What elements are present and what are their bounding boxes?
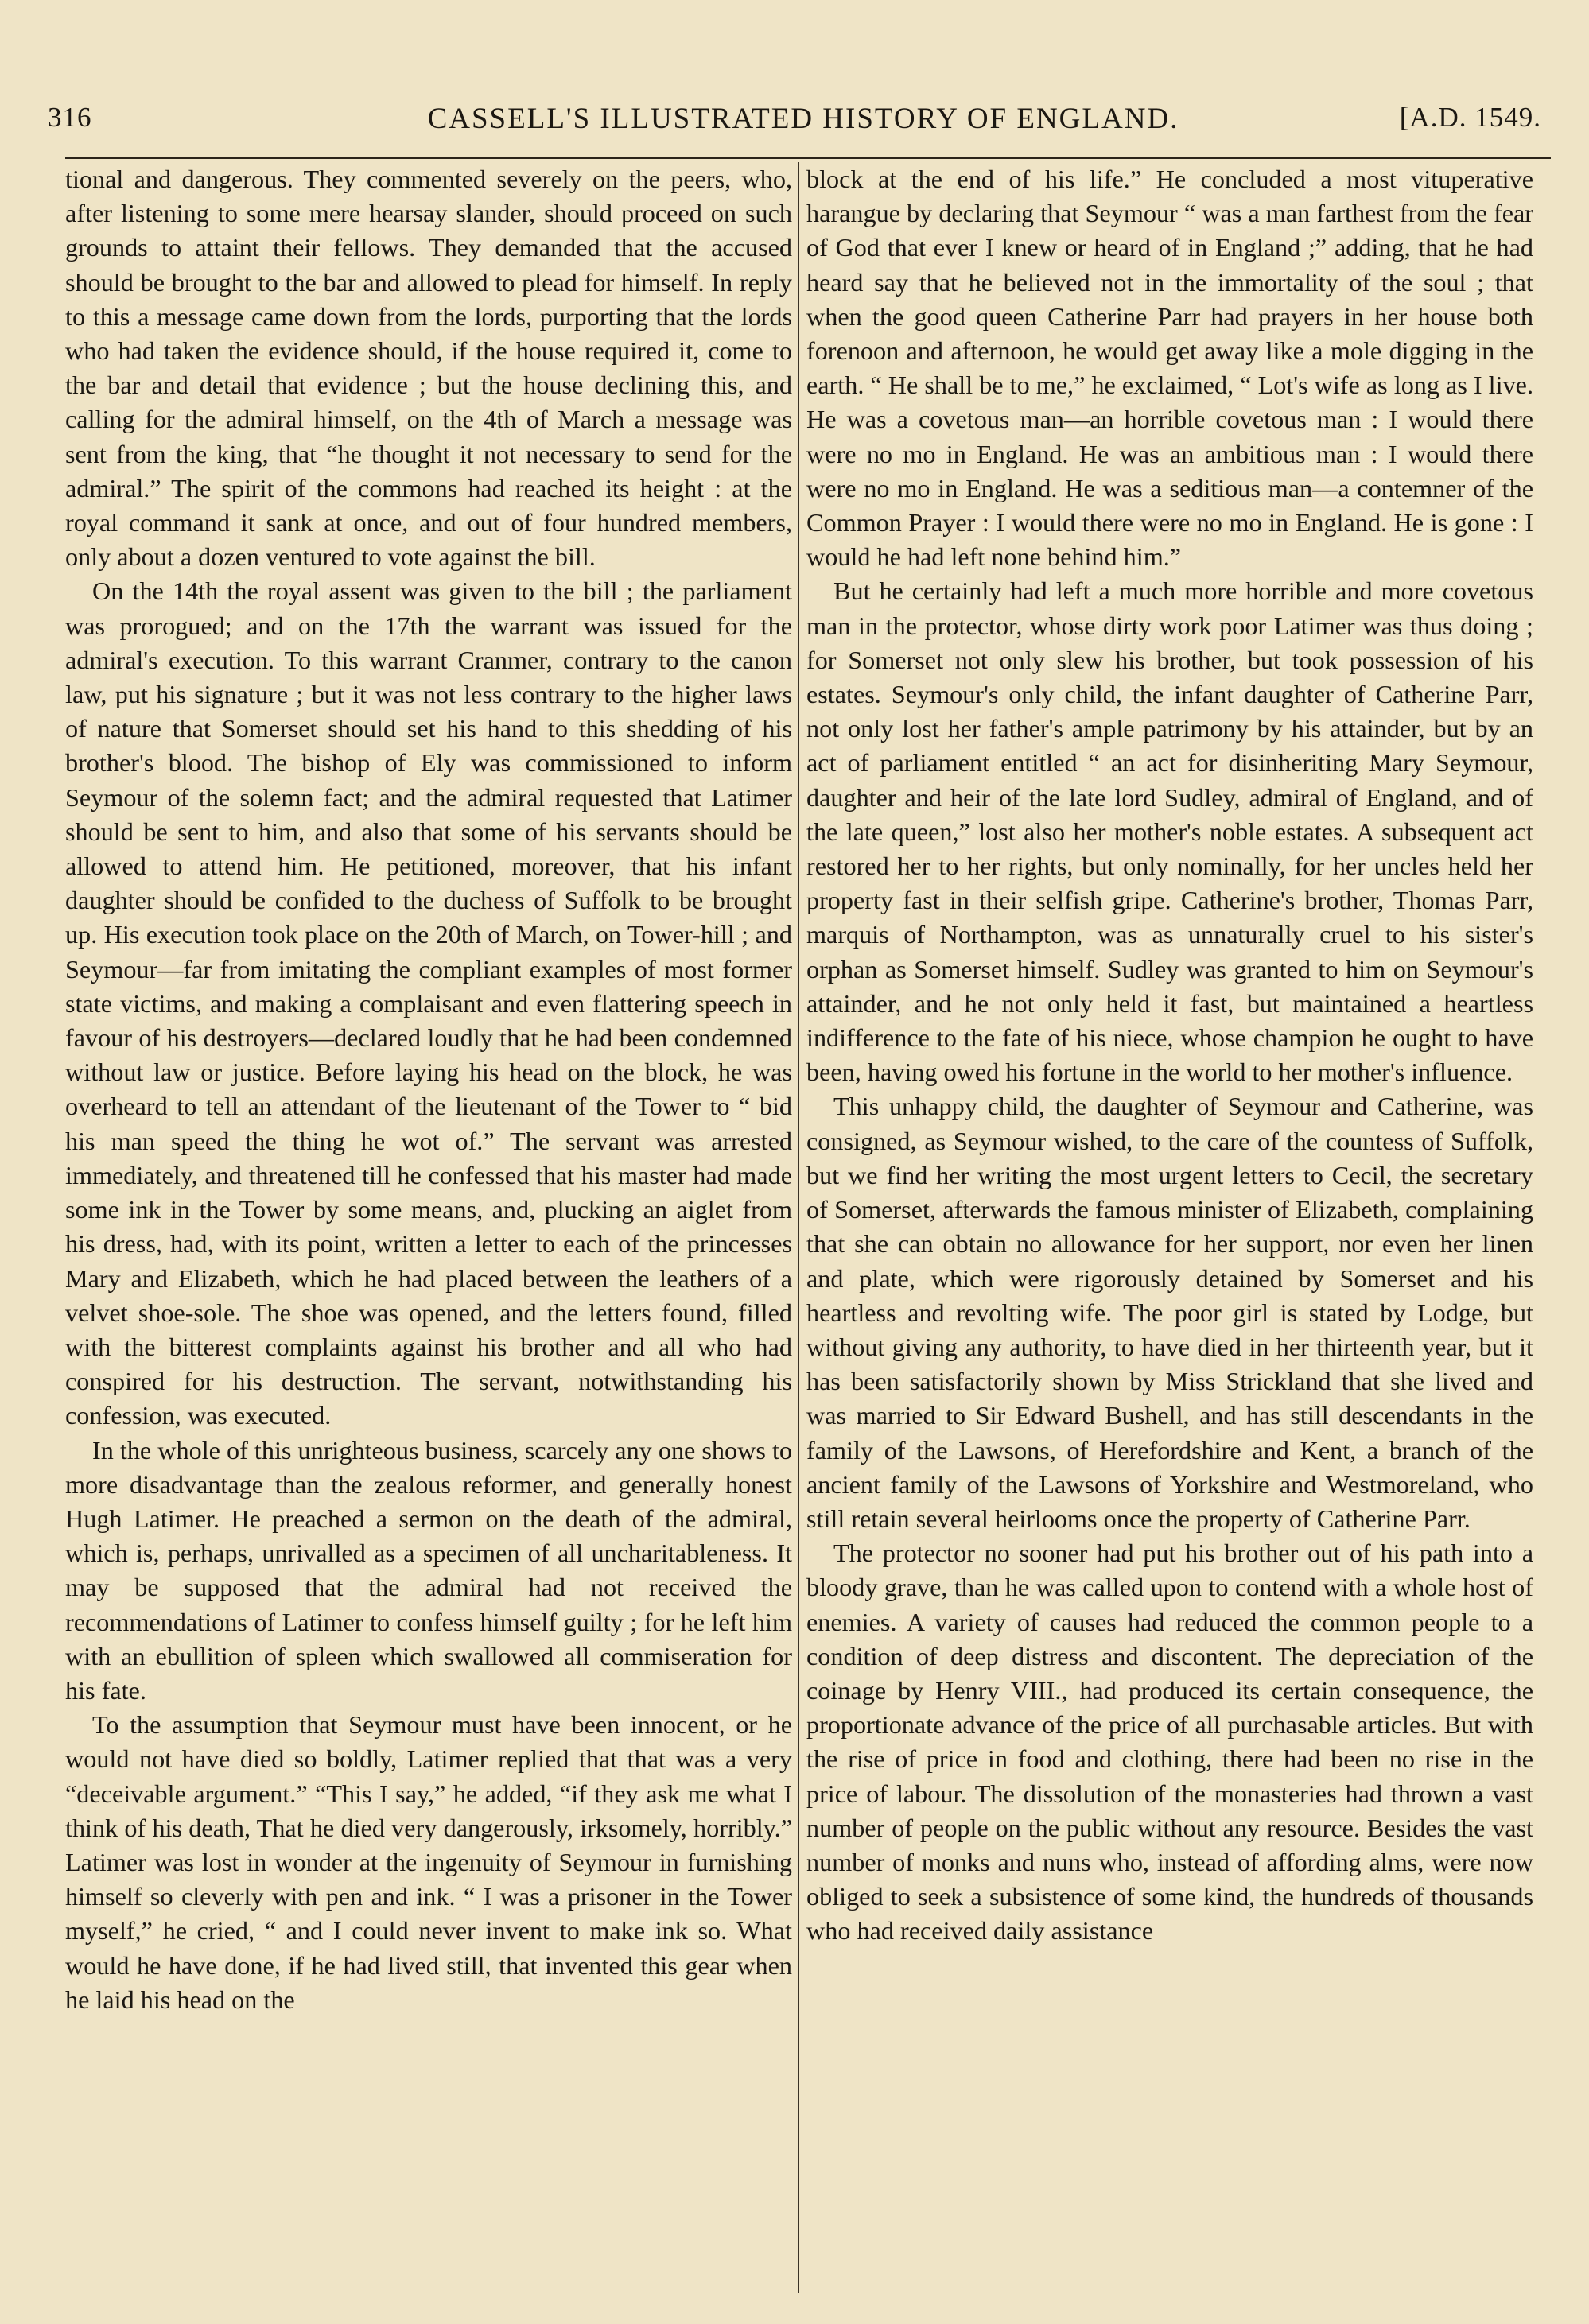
paragraph: The protector no sooner had put his brother out of his path into a bloody grave, than he was called upon to contend with a whole host of enemies. A variety of causes had reduced the common people to a condition of deep distress and discontent. The depreciation of the coinage by Henry VIII., had produced its certain consequence, the proportionate advance of the price of all purchasable articles. But with the rise of price in food and clothing, there had been no rise in the price of labour. The dissolution of the monasteries had thrown a vast number of people on the public without any resource. Besides the vast number of monks and nuns who, instead of affording alms, were now obliged to seek a subsistence of some kind, the hundreds of thousands who had received daily assistance — [806, 1538, 1533, 1946]
right-column — [806, 162, 1533, 2301]
header-rule — [65, 157, 1551, 159]
paragraph: tional and dangerous. They commented severely on the peers, who, after listening to some mere hearsay slander, should proceed on such grounds to attaint their fellows. They demanded that the accused should be brought to the bar and allowed to plead for himself. In reply to this a message came down from the lords, purporting that the lords who had taken the evidence should, if the house required it, come to the bar and detail that evidence ; but the house declining this, and calling for the admiral himself, on the 4th of March a message was sent from the king, that “he thought it not necessary to send for the admiral.” The spirit of the commons had reached its height : at the royal command it sank at once, and out of four hundred members, only about a dozen ventured to vote against the bill. — [65, 165, 792, 572]
paragraph: In the whole of this unrighteous business, scarcely any one shows to more disadvantage than the zealous reformer, and generally honest Hugh Latimer. He preached a sermon on the death of the admiral, which is, perhaps, unrivalled as a specimen of all uncharitableness. It may be supposed that the admiral had not received the recommendations of Latimer to confess himself guilty ; for he left him with an ebullition of spleen which swallowed all commiseration for his fate. — [65, 1435, 792, 1705]
left-column — [65, 162, 792, 2301]
date-marker: [A.D. 1549. — [1399, 102, 1541, 133]
paragraph: This unhappy child, the daughter of Seymour and Catherine, was consigned, as Seymour wished, to the care of the countess of Suffolk, but we find her writing the most urgent letters to Cecil, the secretary of Somerset, afterwards the famous minister of Elizabeth, complaining that she can obtain no allowance for her support, nor even her linen and plate, which were rigorously detained by Somerset and his heartless and revolting wife. The poor girl is stated by Lodge, but without giving any authority, to have died in her thirteenth year, but it has been satisfactorily shown by Miss Strickland that she lived and was married to Sir Edward Bushell, and has still descendants in the family of the Lawsons, of Herefordshire and Kent, a branch of the ancient family of the Lawsons of Yorkshire and Westmoreland, who still retain several heirlooms once the property of Catherine Parr. — [806, 1092, 1533, 1533]
page-number: 316 — [48, 102, 92, 133]
column-divider — [798, 162, 799, 2293]
running-header — [0, 102, 1589, 142]
paragraph: But he certainly had left a much more horrible and more covetous man in the protector, whose dirty work poor Latimer was thus doing ; for Somerset not only slew his brother, but took possession of his estates. Seymour's only child, the infant daughter of Catherine Parr, not only lost her father's ample patrimony by his attainder, but by an act of parliament entitled “ an act for disinheriting Mary Seymour, daughter and heir of the late lord Sudley, admiral of England, and of the late queen,” lost also her mother's noble estates. A subsequent act restored her to her rights, but only nominally, for her uncles held her property fast in their selfish gripe. Catherine's brother, Thomas Parr, marquis of Northampton, was as unnaturally cruel to his sister's orphan as Somerset himself. Sudley was granted to him on Seymour's attainder, and he not only held it fast, but maintained a heartless indifference to the fate of his niece, whose champion he ought to have been, having owed his fortune in the world to her mother's influence. — [806, 576, 1533, 1087]
paragraph: On the 14th the royal assent was given to the bill ; the parliament was prorogued; and on the 17th the warrant was issued for the admiral's execution. To this warrant Cranmer, contrary to the canon law, put his signature ; but it was not less contrary to the higher laws of nature that Somerset should set his hand to this shedding of his brother's blood. The bishop of Ely was commissioned to inform Seymour of the solemn fact; and the admiral requested that Latimer should be sent to him, and also that some of his servants should be allowed to attend him. He petitioned, moreover, that his infant daughter should be confided to the duchess of Suffolk to be brought up. His execution took place on the 20th of March, on Tower-hill ; and Seymour—far from imitating the compliant examples of most former state victims, and making a complaisant and even flattering speech in favour of his destroyers—declared loudly that he had been condemned without law or justice. Before laying his head on the block, he was overheard to tell an attendant of the lieutenant of the Tower to “ bid his man speed the thing he wot of.” The servant was arrested immediately, and threatened till he confessed that his master had made some ink in the Tower by some means, and, plucking an aiglet from his dress, had, with its point, written a letter to each of the princesses Mary and Elizabeth, which he had placed between the leathers of a velvet shoe-sole. The shoe was opened, and the letters found, filled with the bitterest complaints against his brother and all who had conspired for his destruction. The servant, notwithstanding his confession, was executed. — [65, 576, 792, 1430]
running-title: CASSELL'S ILLUSTRATED HISTORY OF ENGLAND. — [427, 103, 1179, 135]
paragraph: To the assumption that Seymour must have been innocent, or he would not have died so boldly, Latimer replied that that was a very “deceivable argument.” “This I say,” he added, “if they ask me what I think of his death, That he died very dangerously, irksomely, horribly.” Latimer was lost in wonder at the ingenuity of Seymour in furnishing himself so cleverly with pen and ink. “ I was a prisoner in the Tower myself,” he cried, “ and I could never invent to make ink so. What would he have done, if he had lived still, that invented this gear when he laid his head on the — [65, 1710, 792, 2014]
paragraph: block at the end of his life.” He concluded a most vituperative harangue by declaring that Seymour “ was a man farthest from the fear of God that ever I knew or heard of in England ;” adding, that he had heard say that he believed not in the immortality of the soul ; that when the good queen Catherine Parr had prayers in her house both forenoon and afternoon, he would get away like a mole digging in the earth. “ He shall be to me,” he exclaimed, “ Lot's wife as long as I live. He was a covetous man—an horrible covetous man : I would there were no mo in England. He was an ambitious man : I would there were no mo in England. He was a seditious man—a contemner of the Common Prayer : I would there were no mo in England. He is gone : I would he had left none behind him.” — [806, 165, 1533, 572]
